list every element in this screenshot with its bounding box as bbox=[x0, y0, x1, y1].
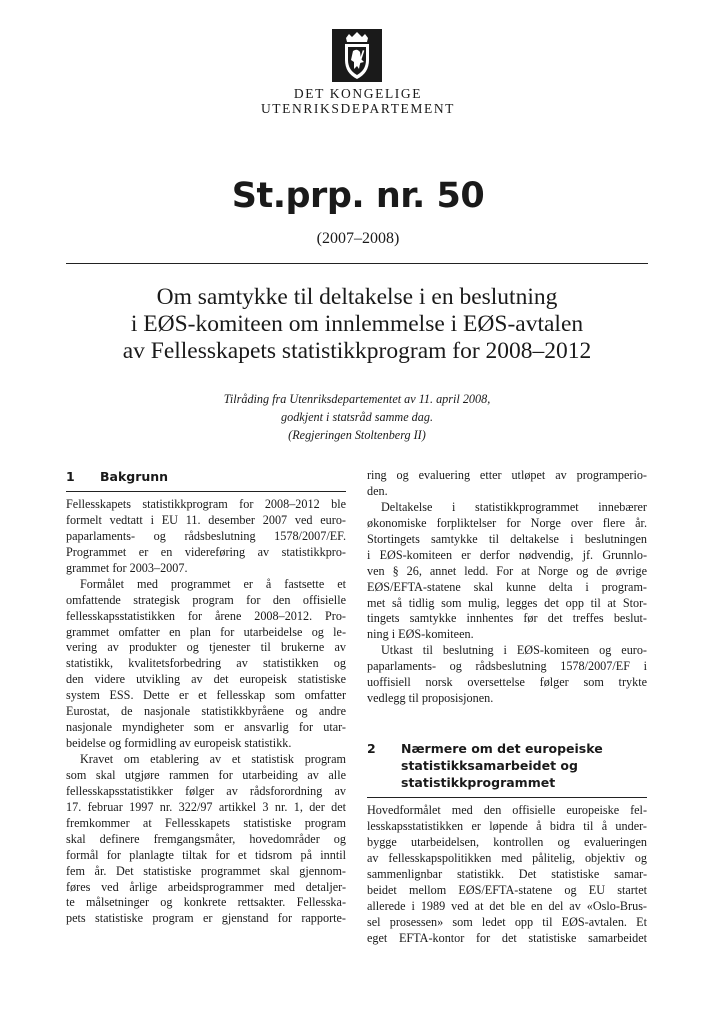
text-line: av fellesskapspolitikken med pålitelig, objektiv og bbox=[367, 850, 647, 865]
text-line: den. bbox=[367, 483, 388, 498]
title-line: Om samtykke til deltakelse i en beslutning bbox=[156, 284, 558, 310]
section1-title: Bakgrunn bbox=[100, 469, 169, 484]
text-line: pets statistiske program er gjenstand for rapporte- bbox=[66, 911, 346, 926]
text-line: fem år. Det statistiske programmet skal gjennom- bbox=[66, 863, 346, 878]
text-line: beidet mellom EØS/EFTA-statene og EU startet bbox=[367, 882, 647, 897]
text-line: vering av produkter og tjenester til brukerne av bbox=[66, 640, 346, 655]
text-line: omfattende strategisk program for den offisielle bbox=[66, 592, 346, 607]
text-line: paparlaments- og rådsbeslutning 1578/2007/EF. bbox=[66, 528, 346, 543]
text-line: ning i EØS-komiteen. bbox=[367, 627, 474, 642]
text-line: fellesskapsstatistikken for årene 2008–2012. Pro- bbox=[66, 608, 346, 623]
section2-title-line: Nærmere om det europeiske bbox=[401, 741, 603, 757]
recommendation-line: Tilråding fra Utenriksdepartementet av 11. april 2008, bbox=[223, 392, 491, 406]
section2-title-line: statistikksamarbeidet og bbox=[401, 758, 578, 774]
text-line: tingets samtykke innhentes før det treffes beslut- bbox=[367, 611, 647, 626]
recommendation-line: (Regjeringen Stoltenberg II) bbox=[288, 428, 426, 442]
text-line: som skal utgjøre rammen for utarbeiding av alle bbox=[66, 767, 346, 782]
session-years: (2007–2008) bbox=[316, 230, 400, 247]
text-line: formål for planlagte tiltak for et tidsrom på inntil bbox=[66, 847, 346, 862]
text-line: Eurostat, de nasjonale statistikkbyråene og andre bbox=[66, 704, 346, 719]
text-line: system ESS. Dette er et fellesskap som omfatter bbox=[66, 688, 346, 703]
text-line: i EØS-komiteen er derfor nødvendig, jf. Grunnlo- bbox=[367, 547, 647, 562]
section1-number: 1 bbox=[66, 469, 75, 484]
text-line: bygge utarbeidelsen, kontrollen og evalueringen bbox=[367, 834, 647, 849]
text-line: økonomiske forpliktelser for Norge over flere år. bbox=[367, 515, 647, 530]
document-title bbox=[60, 284, 654, 365]
text-line: sel prosessen» som ledet opp til EØS-avtalen. Et bbox=[367, 914, 647, 929]
section2-heading bbox=[367, 740, 647, 791]
department-name-line2: UTENRIKSDEPARTEMENT bbox=[260, 101, 456, 116]
text-line: føres ved årlige arbeidsprogrammer med detaljer- bbox=[66, 879, 346, 894]
text-line: Stortingets samtykke til deltakelse i beslutningen bbox=[367, 531, 647, 546]
text-line: ring og evaluering etter utløpet av programperio- bbox=[367, 468, 647, 482]
title-line: av Fellesskapets statistikkprogram for 2008–2012 bbox=[122, 338, 592, 364]
text-line: Utkast til beslutning i EØS-komiteen og euro- bbox=[381, 643, 647, 658]
text-line: Formålet med programmet er å fastsette et bbox=[80, 576, 346, 591]
section2-rule bbox=[367, 797, 647, 798]
norwegian-coat-of-arms-icon bbox=[332, 29, 382, 82]
department-name-line1: DET KONGELIGE bbox=[293, 86, 423, 101]
text-line: eget EFTA-kontor for det statistiske samarbeidet bbox=[367, 930, 647, 945]
section2-title-line: statistikkprogrammet bbox=[401, 775, 556, 791]
text-line: lesskapsstatistikken er løpende å bidra til å under- bbox=[367, 819, 647, 833]
text-line: grammet for 2003–2007. bbox=[66, 560, 188, 575]
recommendation-line: godkjent i statsråd samme dag. bbox=[281, 410, 433, 424]
text-line: den videre utvikling av det europeisk statistiske bbox=[66, 672, 346, 687]
section2-number: 2 bbox=[367, 741, 376, 757]
title-line: i EØS-komiteen om innlemmelse i EØS-avtalen bbox=[130, 311, 584, 337]
text-line: paparlaments- og rådsbeslutning 1578/2007/EF i bbox=[367, 659, 647, 674]
text-line: ven § 26, annet ledd. For at Norge og de øvrige bbox=[367, 563, 647, 578]
section1-heading bbox=[66, 468, 346, 485]
text-line: fremkommer at Fellesskapets statistiske program bbox=[66, 815, 346, 830]
text-line: Kravet om etablering av et statistisk program bbox=[80, 752, 346, 766]
section1-body-continued bbox=[367, 468, 647, 707]
text-line: skal definere fremgangsmåter, hovedområder og bbox=[66, 831, 346, 846]
right-column bbox=[367, 468, 647, 947]
text-line: te målsetninger og konkrete rettsakter. Fellesska- bbox=[66, 895, 346, 910]
text-line: beidelse og formidling av europeisk statistikk. bbox=[66, 736, 292, 751]
section2-body bbox=[367, 803, 647, 946]
text-line: formelt vedtatt i EU 11. desember 2007 ved euro- bbox=[66, 512, 346, 527]
text-line: EØS/EFTA-statene skal kunne delta i program- bbox=[367, 579, 647, 594]
text-line: grammet omfatter en plan for utarbeidelse og le- bbox=[66, 624, 346, 639]
text-line: uoffisiell norsk oversettelse følger som trykte bbox=[367, 675, 647, 690]
section2-title bbox=[401, 740, 647, 791]
section1-body bbox=[66, 497, 346, 927]
text-line: vedlegg til proposisjonen. bbox=[367, 691, 494, 706]
text-line: nasjonale myndigheter som er ansvarlig for utar- bbox=[66, 720, 346, 735]
text-line: Hovedformålet med den offisielle europeiske fel- bbox=[367, 803, 647, 818]
header-divider bbox=[66, 263, 648, 264]
text-line: statistikk, kvalitetsforbedring av statistikken og bbox=[66, 656, 346, 671]
text-line: fellesskapsstatistikker følger av rådsforordning av bbox=[66, 783, 346, 798]
text-line: Fellesskapets statistikkprogram for 2008–2012 ble bbox=[66, 497, 346, 511]
text-line: met så tidlig som mulig, legges det opp til at Stor- bbox=[367, 595, 647, 610]
text-line: Programmet er en videreføring av statistikkpro- bbox=[66, 544, 346, 559]
text-line: allerede i 1989 ved at det ble en del av «Oslo-Brus- bbox=[367, 898, 647, 913]
left-column bbox=[66, 468, 346, 927]
recommendation-note bbox=[150, 390, 564, 444]
text-line: Deltakelse i statistikkprogrammet innebærer bbox=[381, 499, 647, 514]
proposition-number: St.prp. nr. 50 bbox=[231, 176, 485, 216]
text-line: 17. februar 1997 nr. 322/97 artikkel 3 nr. 1, der det bbox=[66, 799, 346, 814]
section1-rule bbox=[66, 491, 346, 492]
text-line: sammenlignbar statistikk. Det statistiske samar- bbox=[367, 866, 647, 881]
